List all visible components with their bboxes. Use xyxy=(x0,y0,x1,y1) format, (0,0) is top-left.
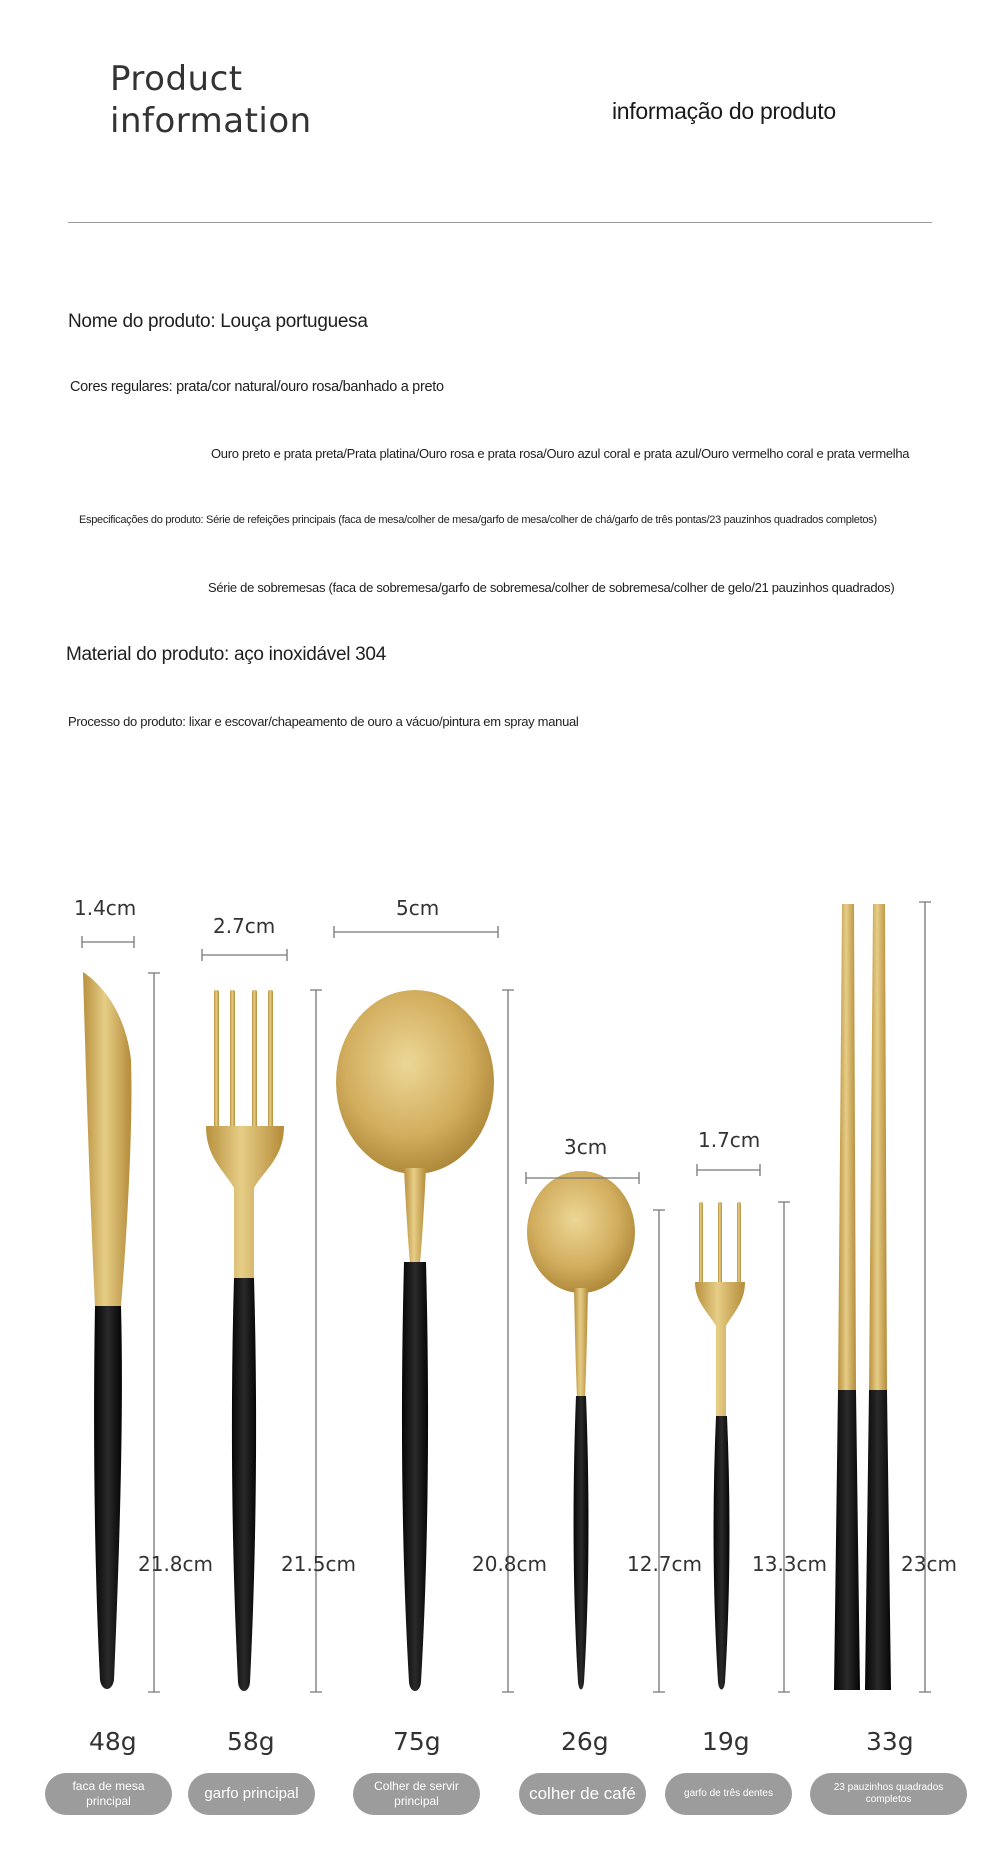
serving-spoon xyxy=(336,990,494,1691)
knife-width-label: 1.4cm xyxy=(74,896,137,920)
label-three-prong-fork-line1: garfo de três dentes xyxy=(684,1787,773,1799)
product-colors: Cores regulares: prata/cor natural/ouro rosa/banhado a preto xyxy=(70,379,444,395)
fork-weight: 58g xyxy=(227,1727,275,1756)
product-specs-dessert: Série de sobremesas (faca de sobremesa/garfo de sobremesa/colher de sobremesa/colher de gelo/21 pauzinhos quadrados) xyxy=(208,580,895,595)
product-name: Nome do produto: Louça portuguesa xyxy=(68,311,368,332)
spoon-width-label: 5cm xyxy=(396,896,440,920)
main-fork xyxy=(206,990,284,1691)
label-chopsticks-line1: 23 pauzinhos quadrados completos xyxy=(833,1781,944,1805)
coffee-spoon-length-label: 12.7cm xyxy=(627,1552,703,1576)
knife-length-label: 21.8cm xyxy=(138,1552,214,1576)
label-table-knife xyxy=(45,1773,172,1815)
label-serving-spoon xyxy=(353,1773,480,1815)
fork-length-label: 21.5cm xyxy=(281,1552,357,1576)
label-serving-spoon-line1: Colher de servir xyxy=(374,1779,459,1793)
label-main-fork xyxy=(188,1773,315,1815)
three-prong-fork-width-label: 1.7cm xyxy=(698,1128,761,1152)
chopsticks-length-label: 23cm xyxy=(901,1552,957,1576)
page-title-line2: information xyxy=(110,101,312,141)
page-title-line1: Product xyxy=(110,59,243,99)
coffee-spoon xyxy=(527,1171,635,1690)
product-colors-extra: Ouro preto e prata preta/Prata platina/Ouro rosa e prata rosa/Ouro azul coral e prata azul/Ouro vermelho coral e prata vermelha xyxy=(211,446,910,461)
spoon-weight: 75g xyxy=(393,1727,441,1756)
label-main-fork-line1: garfo principal xyxy=(204,1784,299,1802)
label-three-prong-fork xyxy=(665,1773,792,1815)
chopsticks-weight: 33g xyxy=(866,1727,914,1756)
coffee-spoon-width-label: 3cm xyxy=(564,1135,608,1159)
knife-weight: 48g xyxy=(89,1727,137,1756)
three-prong-fork-length-label: 13.3cm xyxy=(752,1552,828,1576)
table-knife xyxy=(83,972,131,1689)
label-table-knife-line2: principal xyxy=(86,1794,131,1808)
label-coffee-spoon xyxy=(519,1773,646,1815)
product-specs: Especificações do produto: Série de refeições principais (faca de mesa/colher de mesa/garfo de mesa/colher de chá/garfo de três pontas/23 pauzinhos quadrados completos) xyxy=(79,514,877,526)
label-coffee-spoon-line1: colher de café xyxy=(529,1784,636,1804)
label-serving-spoon-line2: principal xyxy=(394,1794,439,1808)
three-prong-fork xyxy=(695,1202,745,1690)
product-process: Processo do produto: lixar e escovar/chapeamento de ouro a vácuo/pintura em spray manual xyxy=(68,714,579,729)
coffee-spoon-weight: 26g xyxy=(561,1727,609,1756)
three-prong-fork-weight: 19g xyxy=(702,1727,750,1756)
page-subtitle: informação do produto xyxy=(612,98,836,124)
label-table-knife-line1: faca de mesa xyxy=(72,1779,145,1793)
product-material: Material do produto: aço inoxidável 304 xyxy=(66,644,386,665)
label-chopsticks xyxy=(810,1773,967,1815)
fork-width-label: 2.7cm xyxy=(213,914,276,938)
chopsticks xyxy=(834,904,891,1690)
spoon-length-label: 20.8cm xyxy=(472,1552,548,1576)
